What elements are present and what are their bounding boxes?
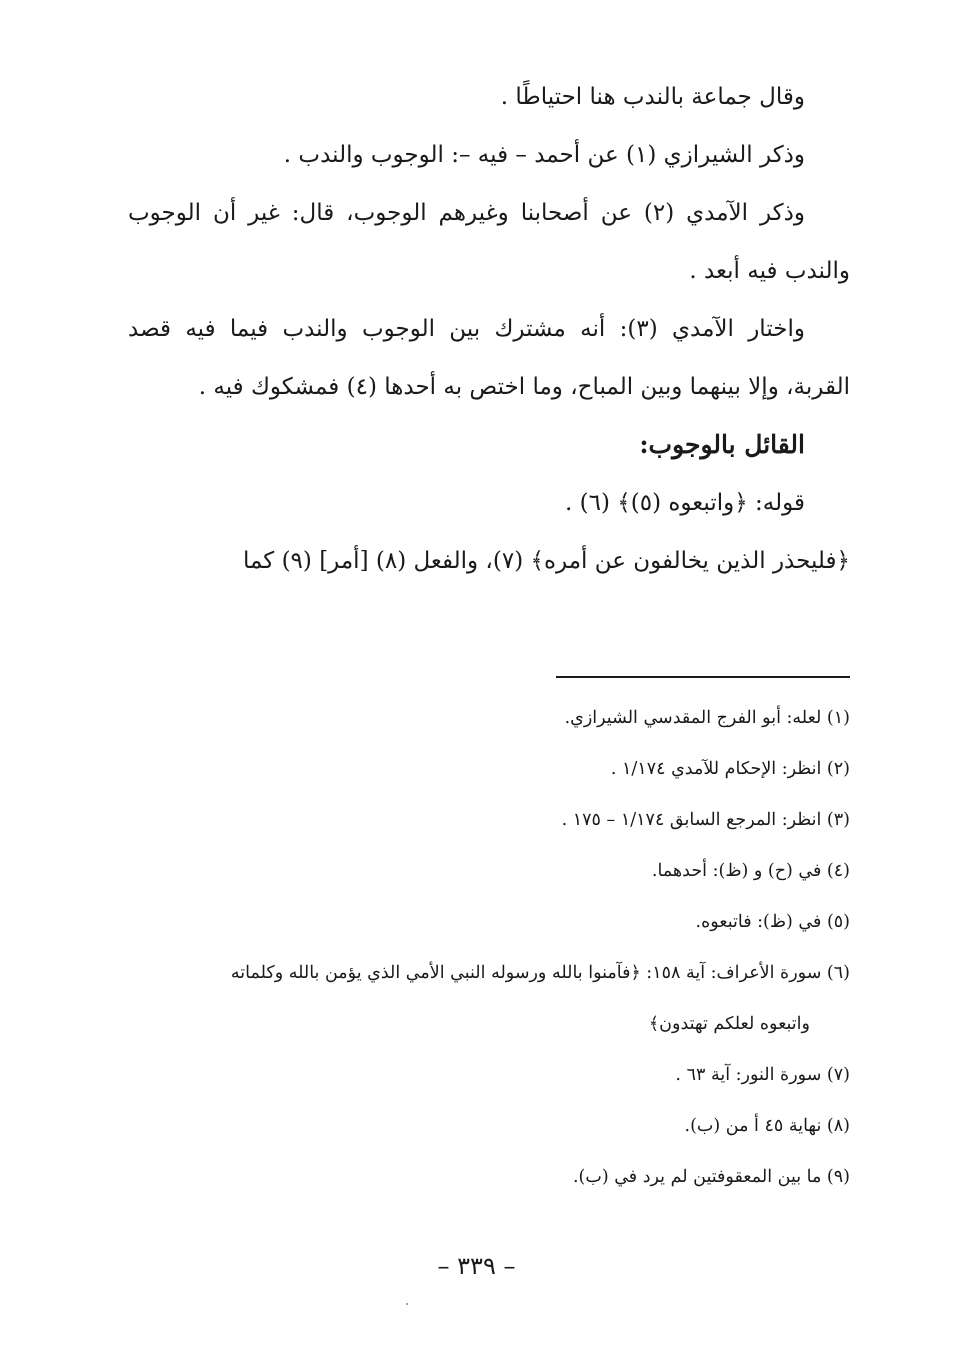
paragraph-2: وذكر الشيرازي (١) عن أحمد – فيه –: الوجوب والندب . bbox=[283, 142, 805, 168]
footnote-9: (٩) ما بين المعقوفتين لم يرد في (ب). bbox=[572, 1167, 850, 1187]
main-text bbox=[128, 68, 850, 590]
section-heading: القائل بالوجوب: bbox=[639, 430, 805, 459]
footnote-6: (٦) سورة الأعراف: آية ١٥٨: ﴿فآمنوا بالله ورسوله النبي الأمي الذي يؤمن بالله وكلماته bbox=[230, 963, 850, 983]
footnote-divider bbox=[556, 676, 850, 678]
paragraph-6: ﴿فليحذر الذين يخالفون عن أمره﴾ (٧)، والفعل (٨) [أمر] (٩) كما bbox=[243, 548, 850, 574]
footnote-5: (٥) في (ظ): فاتبعوه. bbox=[695, 912, 850, 932]
footnotes bbox=[128, 693, 850, 1203]
paragraph-4: واختار الآمدي (٣): أنه مشترك بين الوجوب والندب فيما فيه قصد القربة، وإلا بينهما وبين المباح، وما اختص به أحدها (٤) فمشكوك فيه . bbox=[128, 316, 850, 400]
footnote-2: (٢) انظر: الإحكام للآمدي ١/١٧٤ . bbox=[610, 759, 850, 779]
footnote-3: (٣) انظر: المرجع السابق ١/١٧٤ – ١٧٥ . bbox=[561, 810, 850, 830]
footnote-1: (١) لعله: أبو الفرج المقدسي الشيرازي. bbox=[564, 708, 850, 728]
footnote-7: (٧) سورة النور: آية ٦٣ . bbox=[675, 1065, 850, 1085]
paragraph-1: وقال جماعة بالندب هنا احتياطًا . bbox=[500, 84, 805, 110]
footnote-6-continuation: واتبعوه لعلكم تهتدون﴾ bbox=[648, 1014, 810, 1034]
footnote-4: (٤) في (ح) و (ظ): أحدهما. bbox=[651, 861, 850, 881]
paragraph-5: قوله: ﴿واتبعوه (٥)﴾ (٦) . bbox=[565, 490, 805, 516]
scan-speck bbox=[406, 1303, 408, 1305]
page-number: – ٣٣٩ – bbox=[437, 1252, 516, 1280]
footnote-8: (٨) نهاية ٤٥ أ من (ب). bbox=[684, 1116, 850, 1136]
paragraph-3: وذكر الآمدي (٢) عن أصحابنا وغيرهم الوجوب، قال: غير أن الوجوب والندب فيه أبعد . bbox=[128, 200, 850, 284]
